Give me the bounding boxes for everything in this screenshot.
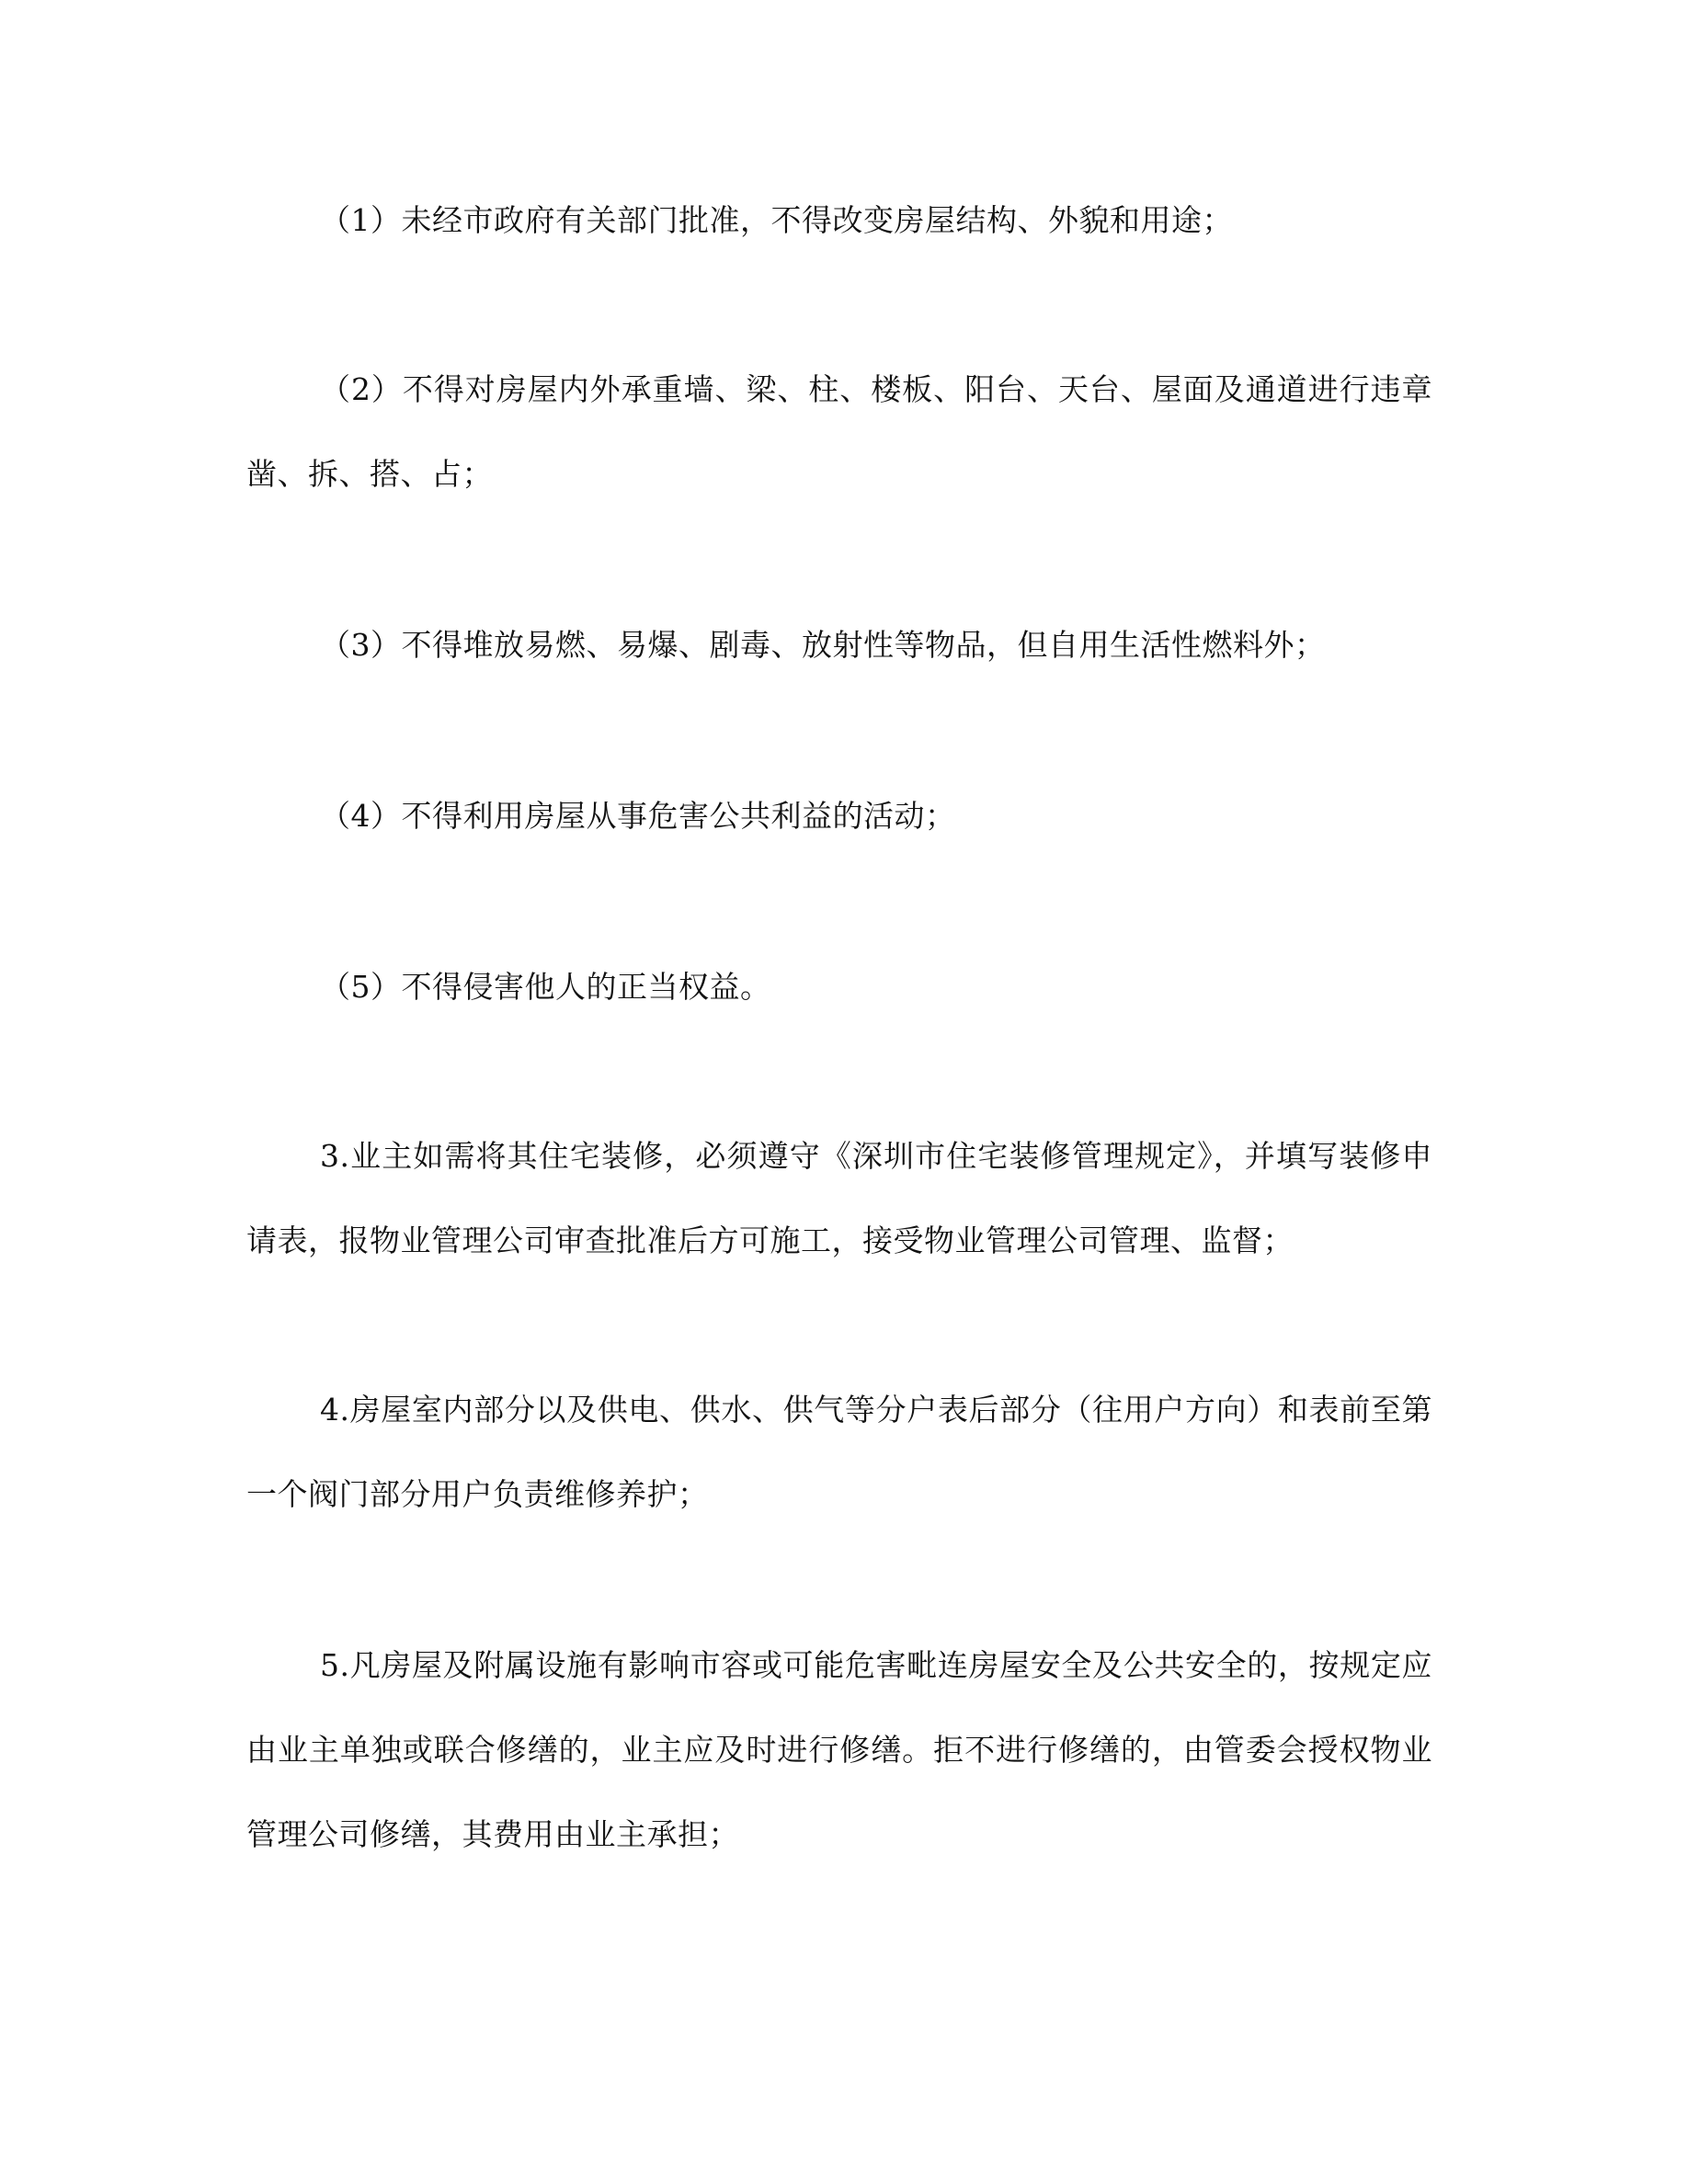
clause-5: （5）不得侵害他人的正当权益。: [320, 969, 771, 1005]
item-3-renovation: 3.业主如需将其住宅装修，必须遵守《深圳市住宅装修管理规定》，并填写装修申请表，报物业管理公司审查批准后方可施工，接受物业管理公司管理、监督；: [246, 1138, 1432, 1258]
clause-1: （1）未经市政府有关部门批准，不得改变房屋结构、外貌和用途；: [320, 202, 1233, 238]
clause-4: （4）不得利用房屋从事危害公共利益的活动；: [320, 798, 956, 834]
item-4-maintenance: 4.房屋室内部分以及供电、供水、供气等分户表后部分（往用户方向）和表前至第一个阀门部分用户负责维修养护；: [246, 1392, 1432, 1512]
clause-3: （3）不得堆放易燃、易爆、剧毒、放射性等物品，但自用生活性燃料外；: [320, 627, 1326, 663]
item-5-repairs: 5.凡房屋及附属设施有影响市容或可能危害毗连房屋安全及公共安全的，按规定应由业主单独或联合修缮的，业主应及时进行修缮。拒不进行修缮的，由管委会授权物业管理公司修缮，其费用由业主承担；: [246, 1647, 1432, 1852]
clause-2: （2）不得对房屋内外承重墙、梁、柱、楼板、阳台、天台、屋面及通道进行违章凿、拆、搭、占；: [246, 371, 1432, 492]
